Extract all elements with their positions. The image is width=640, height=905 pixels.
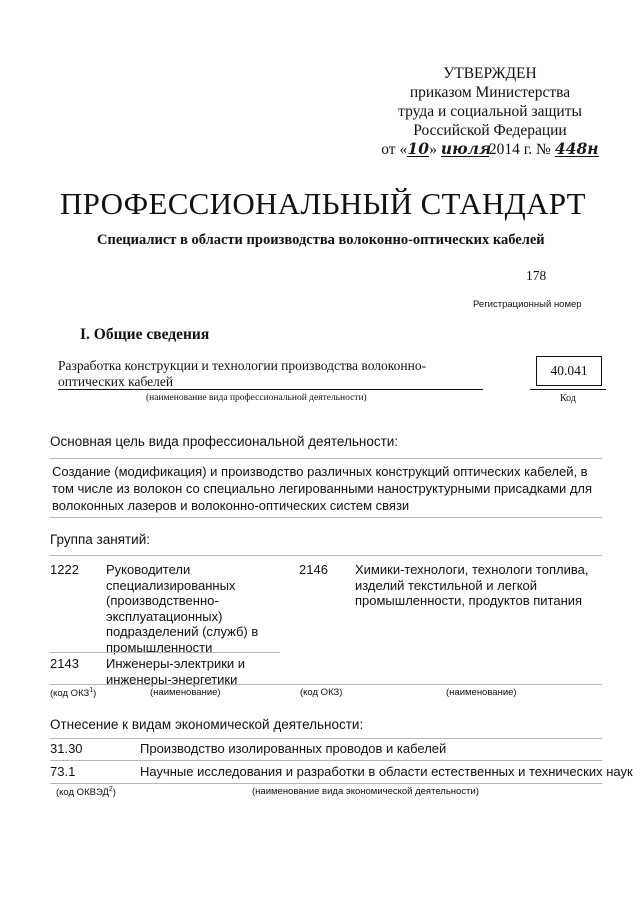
occupation-table-bottom-line: [50, 684, 602, 685]
activity-code-box: 40.041: [536, 356, 602, 386]
okved-code-caption: [56, 786, 116, 798]
approval-line-ministry: труда и социальной защиты: [398, 103, 582, 120]
occupation-table-top-line: [50, 555, 602, 556]
activity-code-caption: Код: [560, 393, 576, 404]
date-month-handwritten: июля: [440, 139, 492, 158]
occupation-code-caption: [50, 687, 96, 699]
okved-row-divider: [50, 760, 602, 761]
registration-number: 178: [526, 268, 547, 283]
date-prefix: от «: [381, 141, 408, 158]
occupation-code-2143: 2143: [50, 656, 79, 671]
goal-text: Создание (модификация) и производство различных конструкций оптических кабелей, в том числе из волокон со специально легированными наноструктурными присадками для волоконных лазеров и волоконно-оптических систем связи: [52, 464, 593, 513]
occupation-name-2143: Инженеры-электрики и инженеры-энергетики: [106, 656, 246, 687]
approval-date-line: [380, 140, 600, 159]
okz-caption-text: (код ОКЗ: [50, 688, 90, 700]
okz-footnote-1: 1: [89, 687, 94, 694]
occupation-name-1222: Руководители специализированных (производственно-эксплуатационных) подразделений (служб) в промышленности: [106, 562, 259, 655]
economic-activity-label: Отнесение к видам экономической деятельности:: [50, 717, 364, 732]
goal-label: Основная цель вида профессиональной деятельности:: [50, 434, 399, 449]
document-subtitle: Специалист в области производства волоконно-оптических кабелей: [97, 232, 545, 248]
date-quote-close: »: [429, 141, 437, 158]
activity-underline: [58, 389, 483, 390]
okved-footnote-2: 2: [108, 786, 113, 793]
okved-caption-text: (код ОКВЭД: [56, 787, 109, 799]
code-underline: [530, 389, 606, 390]
activity-name: Разработка конструкции и технологии производства волоконно-оптических кабелей: [58, 358, 427, 389]
okved-name-31-30: Производство изолированных проводов и кабелей: [140, 741, 447, 756]
occupation-code-2146: 2146: [299, 562, 328, 577]
approval-line-country: Российской Федерации: [413, 122, 567, 139]
approval-line-order: приказом Министерства: [409, 84, 571, 101]
okved-table-bottom-line: [50, 783, 602, 784]
okved-caption-close: ): [112, 787, 116, 799]
okved-code-31-30: 31.30: [50, 741, 83, 756]
occupation-code2-caption: (код ОКЗ): [300, 687, 343, 698]
registration-label: Регистрационный номер: [473, 299, 582, 310]
section-heading: I. Общие сведения: [80, 326, 210, 343]
occupation-name2-caption: (наименование): [446, 687, 517, 698]
occupation-code-1222: 1222: [50, 562, 79, 577]
okved-code-73-1: 73.1: [50, 764, 76, 779]
occupation-group-label: Группа занятий:: [50, 532, 151, 547]
activity-caption: (наименование вида профессиональной деятельности): [146, 393, 367, 403]
date-day-handwritten: 10: [407, 139, 429, 158]
approval-title: УТВЕРЖДЕН: [443, 65, 537, 82]
occupation-row-divider: [50, 652, 280, 653]
okved-name-caption: (наименование вида экономической деятельности): [252, 786, 479, 797]
okved-table-top-line: [50, 738, 602, 739]
okved-name-73-1: Научные исследования и разработки в области естественных и технических наук: [140, 764, 633, 779]
order-number-handwritten: 448н: [554, 139, 599, 158]
occupation-name-2146: Химики-технологи, технологи топлива, изделий текстильной и легкой промышленности, продуктов питания: [355, 562, 589, 608]
occupation-name-caption: (наименование): [150, 687, 221, 698]
approval-block: [380, 64, 600, 159]
date-year: 2014 г. №: [488, 141, 551, 158]
okz-caption-close: ): [93, 688, 97, 700]
document-title: ПРОФЕССИОНАЛЬНЫЙ СТАНДАРТ: [60, 186, 586, 221]
